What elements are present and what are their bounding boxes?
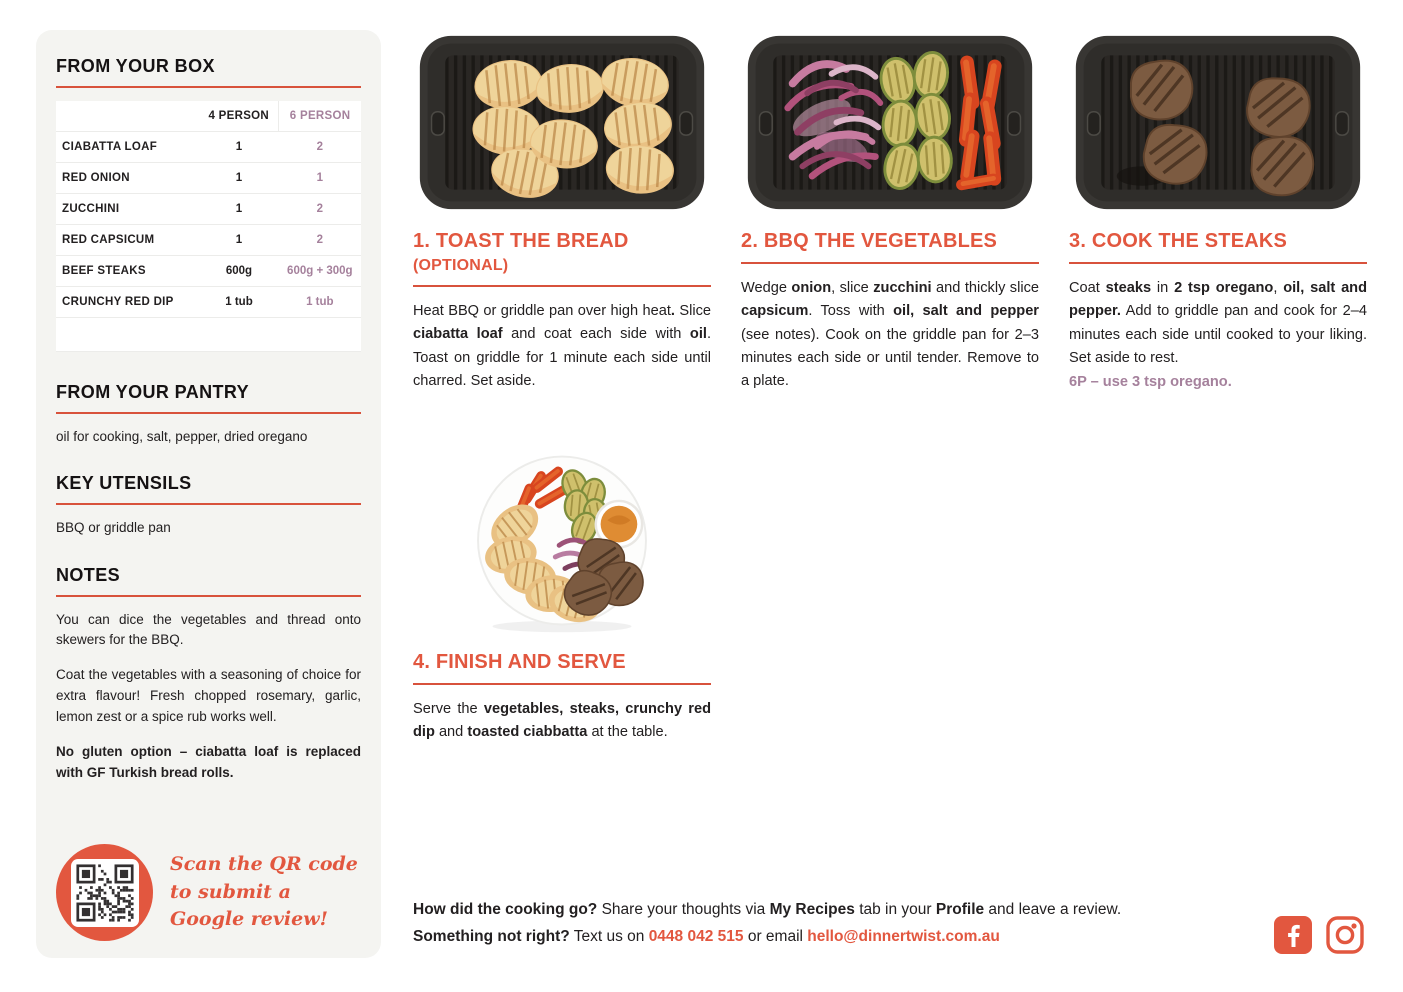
text-segment: My Recipes [769,901,855,918]
table-header-6-person: 6 PERSON [279,101,361,132]
qty-6-person: 1 tub [279,287,361,318]
step-1-title-suffix: (OPTIONAL) [413,257,509,274]
notes-paragraph [56,665,361,728]
facebook-icon[interactable] [1274,916,1312,954]
qty-6-person: 2 [279,194,361,225]
table-row [56,194,361,225]
step-4-block [413,443,711,745]
qty-4-person: 1 [199,194,278,225]
step-2-title: 2. BBQ THE VEGETABLES [741,230,998,252]
text-segment: in [1151,280,1175,296]
social-links [1274,915,1365,955]
ingredient-name: RED CAPSICUM [56,225,199,256]
text-segment: , [1273,280,1284,296]
text-segment: No gluten option – ciabatta loaf is replaced with GF Turkish bread rolls. [56,744,361,781]
step-2-block [741,30,1039,394]
utensils-section-title: KEY UTENSILS [56,473,192,494]
qr-code-badge [56,844,153,941]
text-segment: zucchini [873,280,932,296]
step-divider [1069,262,1367,264]
ingredient-name: BEEF STEAKS [56,256,199,287]
photo-served-platter [451,443,673,639]
section-divider [56,412,361,414]
qty-4-person: 1 [199,225,278,256]
text-segment: 2 tsp oregano [1174,280,1274,296]
text-segment: Share your thoughts via [597,901,770,918]
utensils-text: BBQ or griddle pan [56,520,171,536]
text-segment: and coat each side with [502,326,690,343]
text-segment: . [670,303,675,319]
photo-toasted-bread-griddle [413,30,711,215]
qty-6-person: 600g + 300g [279,256,361,287]
qty-4-person: 600g [199,256,278,287]
text-segment: tab in your [854,901,936,918]
review-callout-text: Scan the QR code to submit a Google review! [170,853,358,931]
table-row [56,163,361,194]
footer-feedback [413,902,1213,957]
text-segment: Something not right? [413,928,570,946]
text-segment: oil, salt and pepper [893,303,1039,320]
text-segment: steaks [1105,280,1152,296]
step-2-body [741,277,1039,394]
box-section-title: FROM YOUR BOX [56,56,215,76]
text-segment: You can dice the vegetables and thread onto skewers for the BBQ. [56,611,361,648]
qr-code [71,859,139,927]
text-segment: . Toss with [808,303,894,320]
pantry-section-title: FROM YOUR PANTRY [56,382,250,402]
zucchini-slices [878,50,953,191]
ingredient-name: CIABATTA LOAF [56,132,199,163]
table-header-4-person: 4 PERSON [199,101,278,132]
qty-4-person: 1 [199,163,278,194]
section-divider [56,86,361,88]
notes-paragraphs [56,610,361,784]
step-divider [413,285,711,287]
step-1-body [413,300,711,393]
text-segment: oil [689,326,707,343]
text-segment: How did the cooking go? [413,901,598,918]
text-segment: Coat [1069,280,1106,296]
qty-6-person: 1 [279,163,361,194]
step-1-title [413,230,711,276]
photo-steaks-griddle [1069,30,1367,215]
notes-paragraph [56,742,361,784]
text-segment: Heat BBQ or griddle pan over high heat [413,303,671,319]
text-segment: , slice [831,280,874,296]
text-segment: toasted ciabbatta [467,724,588,741]
text-segment: Wedge [741,280,792,296]
qty-6-person: 2 [279,225,361,256]
notes-paragraph [56,610,361,652]
table-header-blank [56,101,199,132]
text-segment: vegetables, steaks, crunchy red dip [413,701,711,741]
step-3-6p-note: 6P – use 3 tsp oregano. [1069,374,1232,391]
table-row [56,132,361,163]
text-segment: and [434,724,468,741]
qty-6-person: 2 [279,132,361,163]
text-segment: at the table. [587,724,668,741]
text-segment: oil, salt and pepper. [1069,280,1368,320]
table-header-row [56,101,361,132]
step-3-title: 3. COOK THE STEAKS [1069,230,1288,252]
step-4-title: 4. FINISH AND SERVE [413,651,626,673]
box-table [56,101,361,352]
text-segment: Coat the vegetables with a seasoning of choice for extra flavour! Fresh chopped rosemary, garlic, lemon zest or a spice rub works well. [56,667,361,725]
qty-4-person: 1 tub [199,287,278,318]
text-segment: or email [743,928,808,946]
text-segment: onion [791,280,832,296]
ingredient-name: ZUCCHINI [56,194,199,225]
step-3-block [1069,30,1367,390]
text-segment: hello@dinnertwist.com.au [807,928,1000,946]
footer-line-1 [413,902,1213,918]
pantry-text: oil for cooking, salt, pepper, dried oregano [56,429,308,444]
section-divider [56,503,361,505]
text-segment: Add to griddle pan and cook for 2–4 minutes each side until cooked to your liking. Set aside to rest. [1069,303,1367,367]
text-segment: and leave a review. [984,901,1122,918]
google-review-callout [56,844,361,941]
step-divider [741,262,1039,264]
table-row [56,225,361,256]
notes-section-title: NOTES [56,564,121,585]
text-segment: Text us on [569,928,649,946]
text-segment: ciabatta loaf [413,326,503,343]
step-1-title-text: 1. TOAST THE BREAD [413,230,629,252]
sidebar-panel [36,30,381,958]
ingredient-name: CRUNCHY RED DIP [56,287,199,318]
footer-line-2 [413,929,1213,945]
step-4-body [413,698,711,745]
text-segment: Profile [935,901,985,918]
ingredient-name: RED ONION [56,163,199,194]
section-divider [56,595,361,597]
text-segment: capsicum [741,303,809,320]
table-row [56,256,361,287]
instagram-icon[interactable] [1325,915,1365,955]
step-3-body [1069,277,1367,370]
text-segment: . Toast on griddle for 1 minute each side until charred. Set aside. [413,326,711,390]
text-segment: Slice [674,303,711,319]
text-segment: and thickly slice [931,280,1039,296]
table-row [56,287,361,318]
photo-grilled-vegetables-griddle [741,30,1039,215]
text-segment: (see notes). Cook on the griddle pan for 2–3 minutes each side or until tender. Remove to a plate. [741,326,1039,390]
table-spacer-row [56,318,361,352]
text-segment: 0448 042 515 [648,928,744,946]
step-1-block [413,30,711,393]
text-segment: Serve the [413,701,484,717]
step-divider [413,683,711,685]
qty-4-person: 1 [199,132,278,163]
